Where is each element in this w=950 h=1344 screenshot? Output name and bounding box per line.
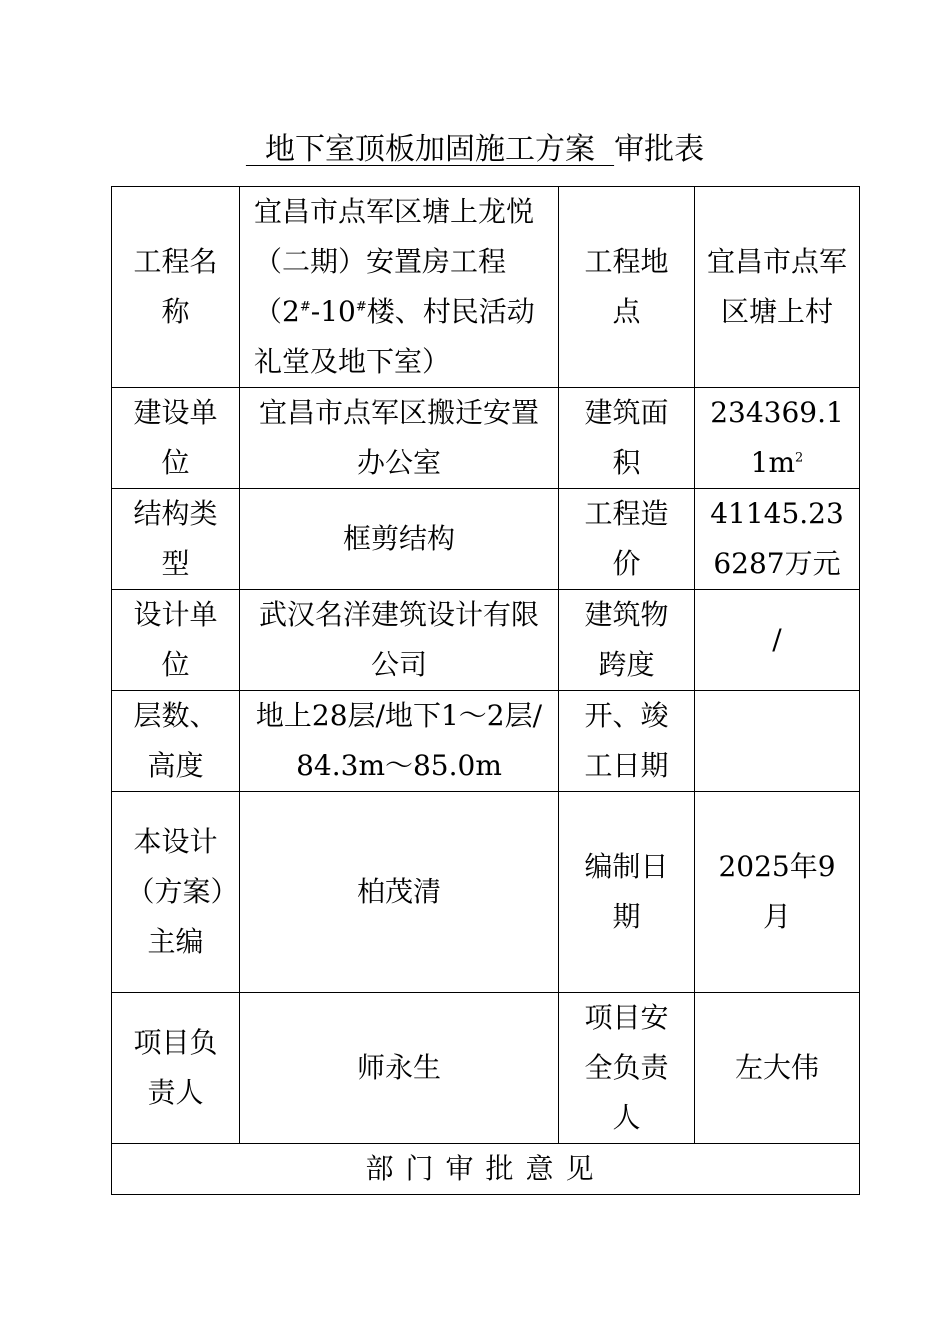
value-floors-height: 地上28层/地下1～2层/84.3m～85.0m <box>240 691 559 792</box>
value-start-end-date <box>695 691 860 792</box>
value-building-span: / <box>695 590 860 691</box>
value-project-name: 宜昌市点军区塘上龙悦（二期）安置房工程（2#-10#楼、村民活动礼堂及地下室） <box>240 187 559 388</box>
table-row <box>112 691 860 792</box>
value-building-area: $234369.11m^2$ <box>695 388 860 489</box>
approval-table <box>111 186 860 1195</box>
label-building-span: 建筑物跨度 <box>559 590 695 691</box>
value-chief-editor: 柏茂清 <box>240 792 559 993</box>
table-row <box>112 590 860 691</box>
title-suffix: 审批表 <box>614 132 705 167</box>
label-project-location: 工程地点 <box>559 187 695 388</box>
value-project-location: 宜昌市点军区塘上村 <box>695 187 860 388</box>
label-floors-height: 层数、高度 <box>112 691 240 792</box>
title-underlined: 地下室顶板加固施工方案 <box>245 132 615 167</box>
label-chief-editor: 本设计（方案）主编 <box>112 792 240 993</box>
label-construction-unit: 建设单位 <box>112 388 240 489</box>
value-project-manager: 师永生 <box>240 993 559 1144</box>
label-design-unit: 设计单位 <box>112 590 240 691</box>
table-row <box>112 1144 860 1195</box>
table-row <box>112 388 860 489</box>
table-row <box>112 792 860 993</box>
label-structure-type: 结构类型 <box>112 489 240 590</box>
document-title <box>0 128 950 172</box>
label-safety-manager: 项目安全负责人 <box>559 993 695 1144</box>
value-compile-date: 2025年9月 <box>695 792 860 993</box>
label-project-name: 工程名称 <box>112 187 240 388</box>
label-compile-date: 编制日期 <box>559 792 695 993</box>
label-building-area: 建筑面积 <box>559 388 695 489</box>
table-row <box>112 489 860 590</box>
label-project-cost: 工程造价 <box>559 489 695 590</box>
value-construction-unit: 宜昌市点军区搬迁安置办公室 <box>240 388 559 489</box>
department-approval-heading: 部门审批意见 <box>112 1144 860 1195</box>
label-project-manager: 项目负责人 <box>112 993 240 1144</box>
value-project-cost: 41145.236287万元 <box>695 489 860 590</box>
table-row <box>112 993 860 1144</box>
value-safety-manager: 左大伟 <box>695 993 860 1144</box>
label-start-end-date: 开、竣工日期 <box>559 691 695 792</box>
value-structure-type: 框剪结构 <box>240 489 559 590</box>
table-row <box>112 187 860 388</box>
value-design-unit: 武汉名洋建筑设计有限公司 <box>240 590 559 691</box>
